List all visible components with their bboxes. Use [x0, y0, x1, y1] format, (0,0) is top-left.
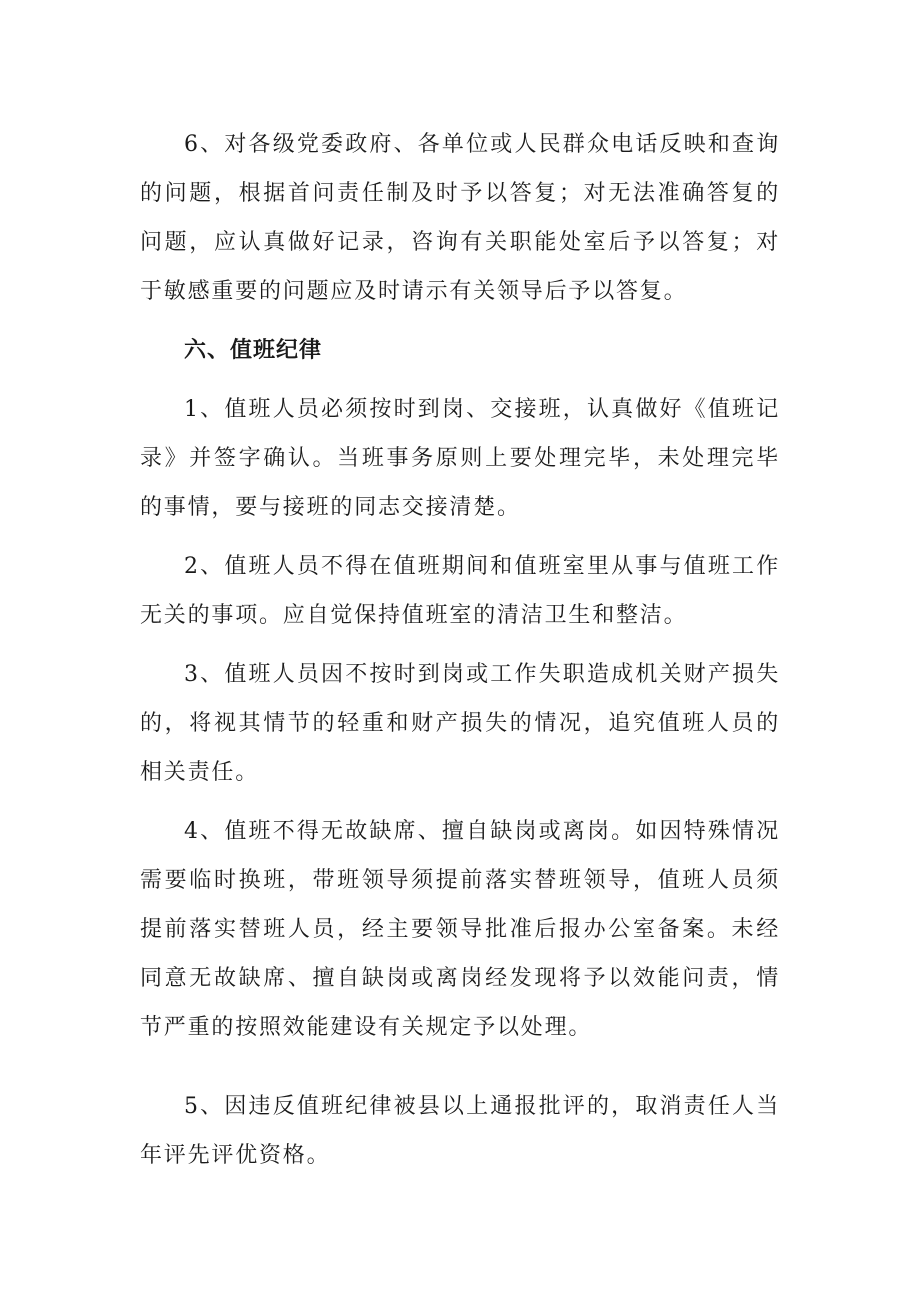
paragraph-item-3: 3、值班人员因不按时到岗或工作失职造成机关财产损失的，将视其情节的轻重和财产损失的情况，追究值班人员的相关责任。 — [140, 662, 780, 785]
paragraph-item-6: 6、对各级党委政府、各单位或人民群众电话反映和查询的问题，根据首问责任制及时予以答复；对无法准确答复的问题，应认真做好记录，咨询有关职能处室后予以答复；对于敏感重要的问题应及时请示有关领导后予以答复。 — [140, 132, 780, 304]
paragraph-item-5: 5、因违反值班纪律被县以上通报批评的，取消责任人当年评先评优资格。 — [140, 1094, 780, 1168]
section-heading: 六、值班纪律 — [184, 338, 323, 363]
paragraph-item-4: 4、值班不得无故缺席、擅自缺岗或离岗。如因特殊情况需要临时换班，带班领导须提前落实替班领导，值班人员须提前落实替班人员，经主要领导批准后报办公室备案。未经同意无故缺席、擅自缺岗或离岗经发现将予以效能问责，情节严重的按照效能建设有关规定予以处理。 — [140, 819, 780, 1040]
paragraph-item-2: 2、值班人员不得在值班期间和值班室里从事与值班工作无关的事项。应自觉保持值班室的清洁卫生和整洁。 — [140, 554, 780, 628]
document-body — [140, 120, 780, 1190]
paragraph-item-1: 1、值班人员必须按时到岗、交接班，认真做好《值班记录》并签字确认。当班事务原则上要处理完毕，未处理完毕的事情，要与接班的同志交接清楚。 — [140, 397, 780, 520]
